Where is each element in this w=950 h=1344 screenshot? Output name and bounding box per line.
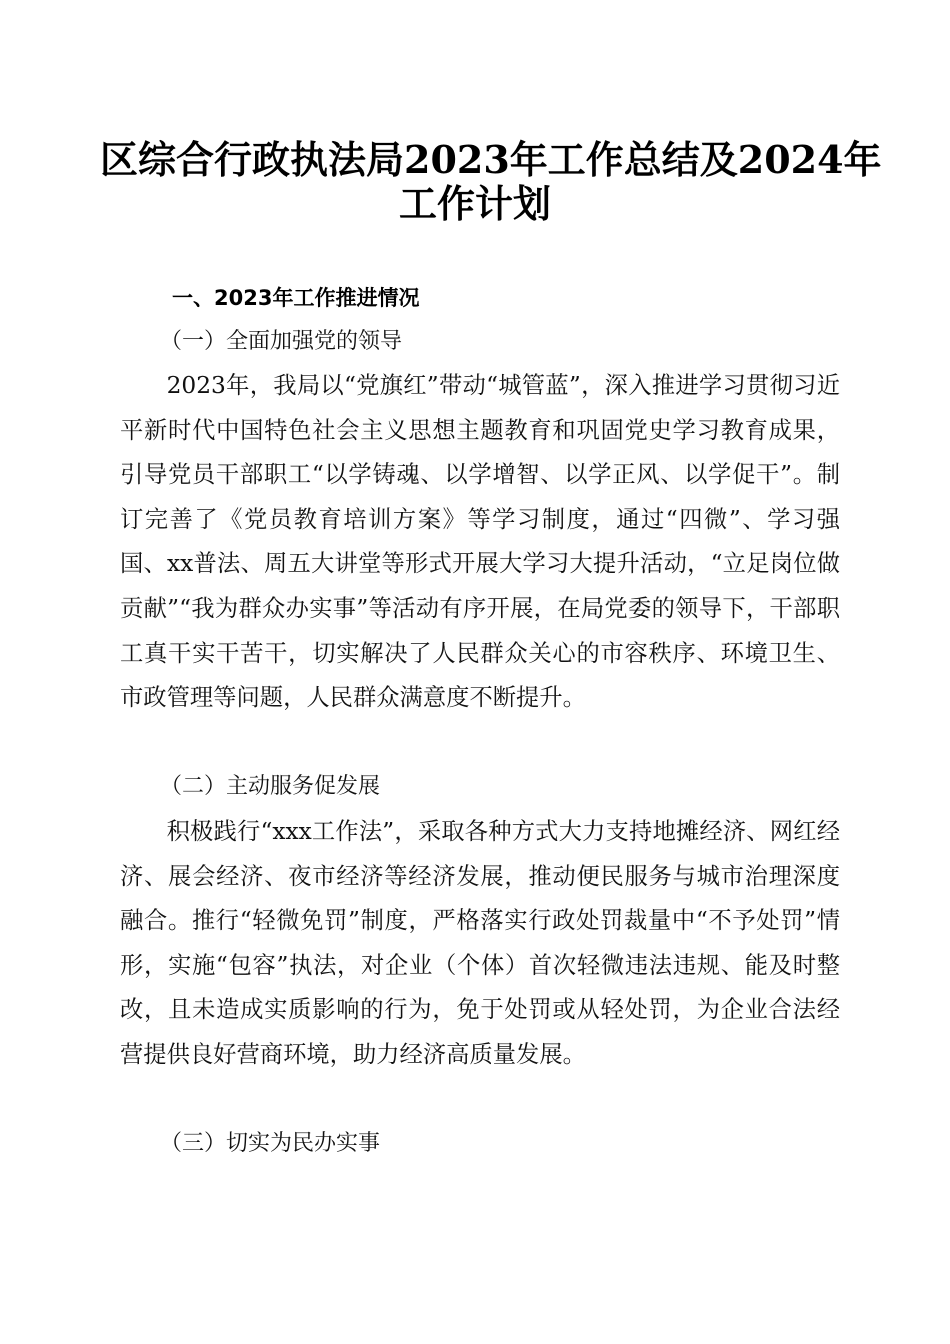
paragraph-service-development: 积极践行“xxx工作法”，采取各种方式大力支持地摊经济、网红经济、展会经济、夜市经济等经济发展，推动便民服务与城市治理深度融合。推行“轻微免罚”制度，严格落实行政处罚裁量中“不予处罚”情形，实施“包容”执法，对企业（个体）首次轻微违法违规、能及时整改，且未造成实质影响的行为，免于处罚或从轻处罚，为企业合法经营提供良好营商环境，助力经济高质量发展。 xyxy=(120,818,840,1068)
section-heading-1: 一、2023年工作推进情况 xyxy=(172,286,420,310)
subsection-heading-1: （一）全面加强党的领导 xyxy=(160,329,403,354)
paragraph-party-leadership: 2023年，我局以“党旗红”带动“城管蓝”，深入推进学习贯彻习近平新时代中国特色社会主义思想主题教育和巩固党史学习教育成果，引导党员干部职工“以学铸魂、以学增智、以学正风、以学促干”。制订完善了《党员教育培训方案》等学习制度，通过“四微”、学习强国、xx普法、周五大讲堂等形式开展大学习大提升活动，“立足岗位做贡献”“我为群众办实事”等活动有序开展，在局党委的领导下，干部职工真干实干苦干，切实解决了人民群众关心的市容秩序、环境卫生、市政管理等问题，人民群众满意度不断提升。 xyxy=(120,372,840,712)
subsection-heading-3: （三）切实为民办实事 xyxy=(160,1131,381,1156)
document-title-line2: 工作计划 xyxy=(398,181,551,226)
subsection-heading-2: （二）主动服务促发展 xyxy=(160,774,381,799)
document-title-line1: 区综合行政执法局2023年工作总结及2024年 xyxy=(100,137,882,182)
